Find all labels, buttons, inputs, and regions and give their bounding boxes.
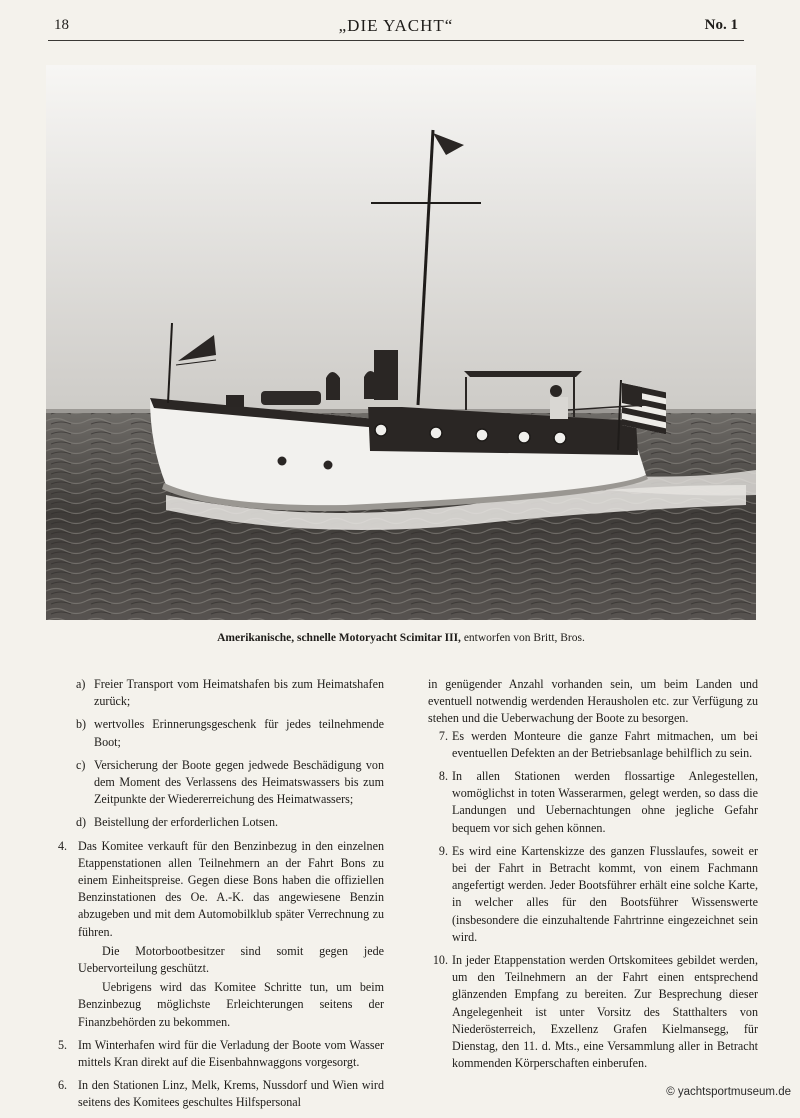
yacht-photograph bbox=[46, 65, 756, 620]
list-text: In den Stationen Linz, Melk, Krems, Nussdorf und Wien wird seitens des Komitees geschultes Hilfspersonal bbox=[78, 1078, 384, 1110]
photo-caption bbox=[46, 632, 756, 644]
journal-title: „DIE YACHT“ bbox=[338, 16, 454, 35]
continued-paragraph: in genügender Anzahl vorhanden sein, um beim Landen und eventuell notwendig werdenden Herausholen etc. zur Verfügung zu stehen und die Ueberwachung der Boote zu besorgen. bbox=[428, 677, 758, 726]
watermark: © yachtsportmuseum.de bbox=[663, 1085, 794, 1099]
list-item bbox=[428, 952, 758, 1072]
list-item bbox=[58, 1037, 384, 1071]
list-text: In allen Stationen werden flossartige Anlegestellen, womöglichst in toten Wasserarmen, gelegt werden, so dass die Landungen und Uebernachtungen ohne jegliche Gefahr bequem vor sich gehen können. bbox=[452, 769, 758, 835]
list-label: 4. bbox=[58, 838, 68, 853]
list-item bbox=[428, 728, 758, 762]
list-text: Das Komitee verkauft für den Benzinbezug in den einzelnen Etappenstationen allen Teilnehmern an der Fahrt Bons zu einem Einheitspreise. Gegen diese Bons haben die offiziellen Benzinstationen des Oe. A.-K. das angewiesene Benzin abzugeben und mit dem Automobilklub später Verrechnung zu führen. bbox=[78, 838, 384, 939]
issue-number: No. 1 bbox=[704, 17, 738, 33]
right-column bbox=[428, 676, 758, 1078]
list-label: 9. bbox=[438, 843, 448, 858]
list-label: c) bbox=[76, 757, 86, 772]
list-item bbox=[58, 838, 384, 941]
list-label: 5. bbox=[58, 1037, 68, 1052]
paragraph bbox=[58, 979, 384, 1031]
list-item bbox=[58, 757, 384, 809]
list-item bbox=[428, 843, 758, 946]
list-label: 8. bbox=[438, 769, 448, 784]
paragraph-text: Die Motorbootbesitzer sind somit gegen jede Uebervorteilung geschützt. bbox=[78, 943, 384, 976]
list-item bbox=[58, 716, 384, 750]
paragraph bbox=[58, 943, 384, 977]
list-text: Beistellung der erforderlichen Lotsen. bbox=[94, 815, 279, 830]
list-text: Freier Transport vom Heimatshafen bis zum Heimatshafen zurück; bbox=[94, 677, 384, 709]
list-text: Im Winterhafen wird für die Verladung der Boote vom Wasser mittels Kran direkt auf die Eisenbahnwaggons vorgesorgt. bbox=[78, 1037, 384, 1070]
page-header bbox=[48, 14, 744, 41]
list-item bbox=[58, 676, 384, 710]
page-number: 18 bbox=[54, 17, 69, 33]
list-text: In jeder Etappenstation werden Ortskomitees gebildet werden, um den Teilnehmern an der Fahrt einen entsprechend glänzenden Empfang zu bereiten. Zur Besprechung dieser Angelegenheit ist unter Vorsitz des Statthalters von Niederösterreich, Exzellenz Grafen Kielmansegg, für Dienstag, den 11. d. Mts., eine Versammlung aller in Betracht kommenden Körperschaften einberufen. bbox=[452, 953, 758, 1071]
list-text: wertvolles Erinnerungsgeschenk für jedes teilnehmende Boot; bbox=[94, 717, 384, 749]
list-label: 6. bbox=[58, 1078, 68, 1093]
list-item bbox=[58, 814, 384, 831]
list-label: a) bbox=[76, 677, 86, 691]
caption-credit: entworfen von Britt, Bros. bbox=[460, 632, 585, 644]
paragraph-text: Uebrigens wird das Komitee Schritte tun, um beim Benzinbezug möglichste Erleichterungen seitens der Finanzbehörden zu bekommen. bbox=[78, 980, 384, 1029]
list-text: Versicherung der Boote gegen jedwede Beschädigung von dem Moment des Verlassens des Heimatswassers bis zum Zeitpunkte der Wiedererreichung des Heimatwassers; bbox=[94, 757, 384, 807]
list-text: Es werden Monteure die ganze Fahrt mitmachen, um bei eventuellen Defekten an der Betriebsanlage behilflich zu sein. bbox=[452, 728, 758, 760]
left-column bbox=[58, 676, 384, 1118]
caption-title: Amerikanische, schnelle Motoryacht Scimitar III, bbox=[217, 632, 461, 644]
list-item bbox=[428, 768, 758, 837]
list-label: b) bbox=[76, 717, 87, 732]
list-label: 10. bbox=[432, 953, 448, 968]
list-label: 7. bbox=[438, 728, 448, 743]
list-text: Es wird eine Kartenskizze des ganzen Flusslaufes, soweit er bei der Fahrt in Betracht kommt, von einem Fachmann angefertigt werden. Jeder Bootsführer erhält eine solche Karte, in welcher alles für den Bootsführer Wissenswerte (insbesondere die einzuhaltende Fahrtrinne eingezeichnet sein wird. bbox=[452, 843, 758, 944]
list-label: d) bbox=[76, 815, 87, 830]
